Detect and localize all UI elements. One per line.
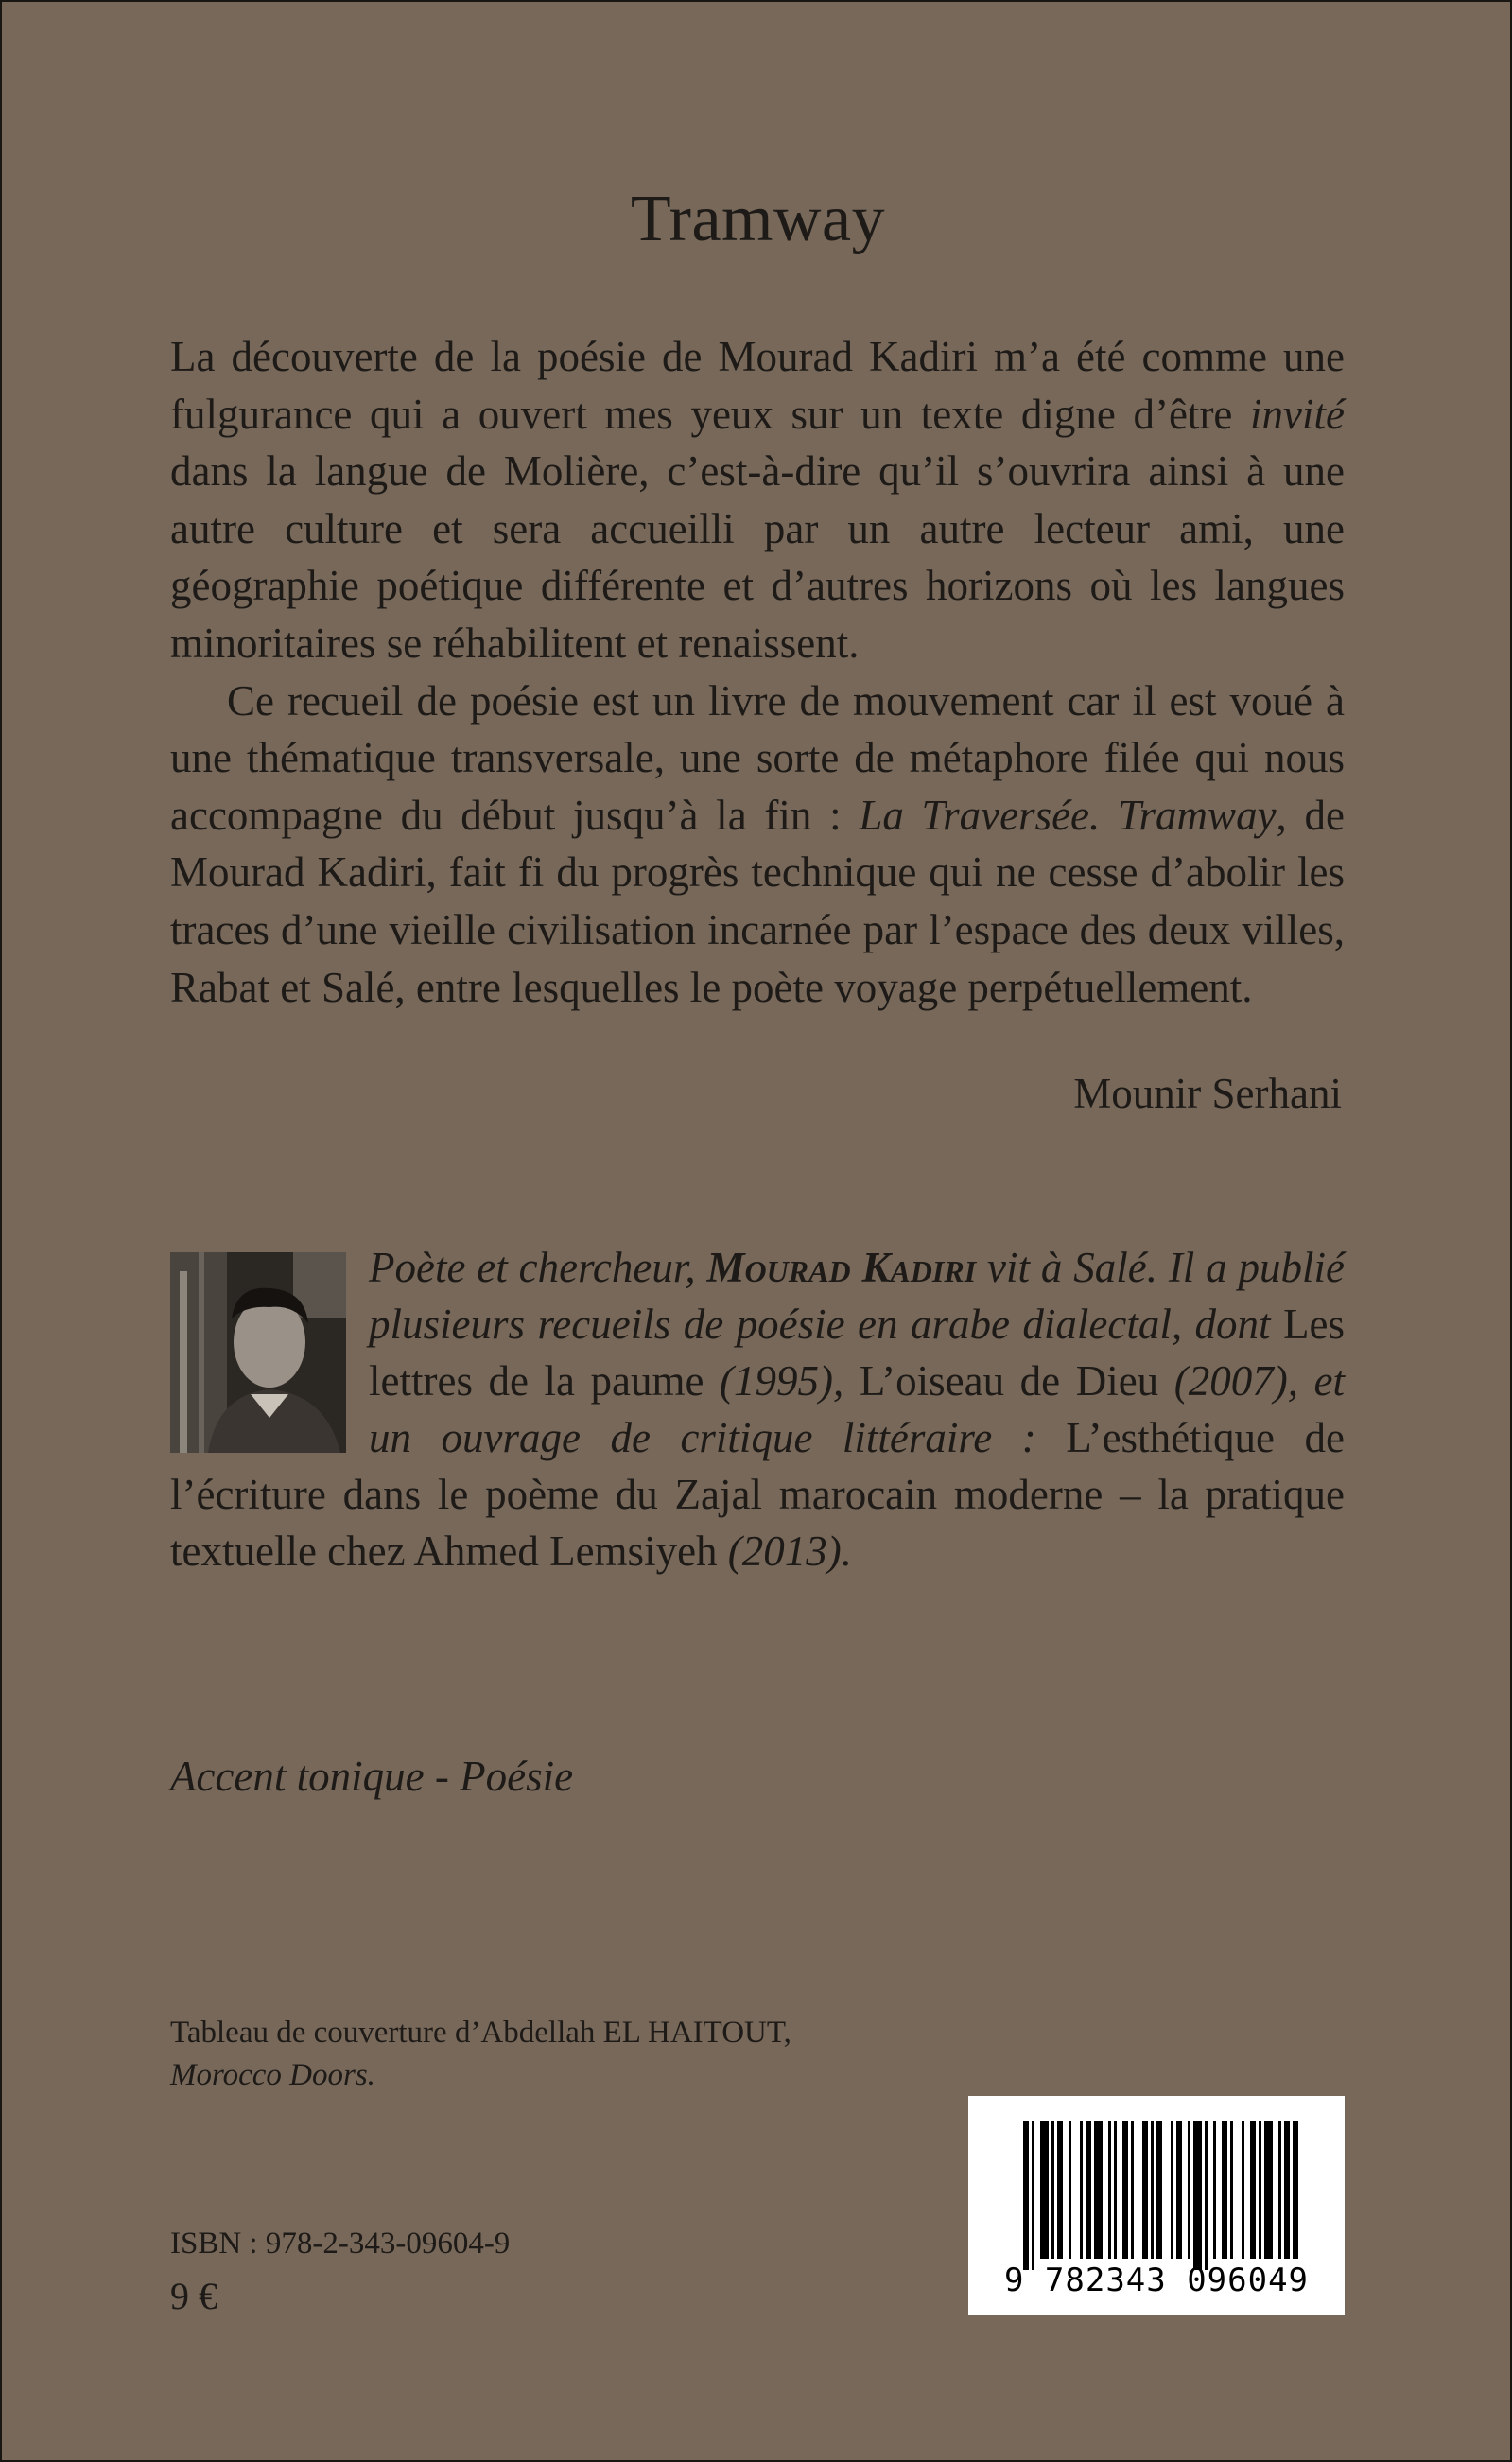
barcode-bar <box>1242 2121 1244 2259</box>
barcode-bar <box>1023 2121 1029 2270</box>
barcode-bar <box>1188 2121 1190 2259</box>
barcode-bar <box>1278 2121 1281 2259</box>
cover-credit-title: Morocco Doors. <box>170 2058 375 2092</box>
barcode <box>968 2096 1345 2315</box>
barcode-bar <box>1114 2121 1117 2259</box>
barcode-bar <box>1151 2121 1154 2259</box>
author-portrait-image <box>170 1252 346 1453</box>
barcode-bar <box>1293 2121 1298 2259</box>
barcode-bar <box>1230 2121 1233 2259</box>
price: 9 € <box>170 2275 217 2317</box>
blurb-emphasis: invité <box>1250 390 1345 438</box>
barcode-bar <box>1264 2121 1273 2259</box>
blurb-text: La découverte de la poésie de Mourad Kadiri m’a été comme une fulgurance qui a ouvert mes yeux sur un texte digne d’être <box>170 333 1345 438</box>
barcode-bar <box>1122 2121 1128 2259</box>
barcode-bar <box>1051 2121 1054 2259</box>
author-last-name: Kadiri <box>861 1244 977 1291</box>
bio-text: (2007), et un ouvrage de critique littéraire : <box>369 1357 1345 1461</box>
blurb-paragraph-2 <box>170 672 1345 1017</box>
isbn: ISBN : 978-2-343-09604-9 <box>170 2226 511 2261</box>
bio-book-title: L’oiseau de Dieu <box>859 1357 1159 1405</box>
barcode-bar <box>1131 2121 1134 2259</box>
barcode-bar <box>1142 2121 1148 2259</box>
barcode-bar <box>1205 2121 1208 2270</box>
barcode-bar <box>1259 2121 1261 2259</box>
blurb <box>170 328 1345 1016</box>
blurb-text: , de Mourad Kadiri, fait fi du progrès technique qui ne cesse d’abolir les traces d’une vieille civilisation incarnée par l’espace des deux villes, Rabat et Salé, entre lesquelles le poète voyage perpétuellement. <box>170 791 1345 1011</box>
blurb-emphasis: La Traversée. Tramway <box>859 791 1277 839</box>
barcode-bar <box>1069 2121 1071 2259</box>
barcode-bar <box>1156 2121 1162 2259</box>
author-name <box>707 1244 977 1291</box>
barcode-bar <box>1176 2121 1182 2259</box>
barcode-digits: 9 782343 096049 <box>1003 2261 1310 2299</box>
cover-credit-line: Tableau de couverture d’Abdellah EL HAITOUT, <box>170 2016 791 2050</box>
barcode-bar <box>1057 2121 1063 2259</box>
book-title: Tramway <box>630 183 886 255</box>
series-name: Accent tonique - Poésie <box>170 1753 574 1800</box>
barcode-bar <box>1193 2121 1202 2270</box>
blurb-signature: Mounir Serhani <box>1073 1070 1342 1117</box>
blurb-text: dans la langue de Molière, c’est-à-dire qu’il s’ouvrira ainsi à une autre culture et sera accueilli par un autre lecteur ami, une géographie poétique différente et d’autres horizons où les langues minoritaires se réhabilitent et renaissent. <box>170 447 1345 667</box>
barcode-bar <box>1086 2121 1091 2259</box>
barcode-bar <box>1094 2121 1103 2259</box>
bio-year: (2013). <box>717 1528 853 1575</box>
barcode-bar <box>1213 2121 1216 2259</box>
blurb-paragraph-1 <box>170 328 1345 672</box>
barcode-bar <box>1250 2121 1256 2259</box>
barcode-bar <box>1080 2121 1083 2259</box>
author-photo <box>170 1252 346 1453</box>
bio-book-title: L’esthétique de l’écriture dans le poème du Zajal marocain moderne – la pratique textuelle chez Ahmed Lemsiyeh <box>170 1414 1345 1575</box>
barcode-bar <box>1108 2121 1111 2259</box>
barcode-bar <box>1040 2121 1049 2259</box>
bio-book-title: Les lettres de la paume <box>369 1301 1345 1405</box>
bio-text: vit à Salé. Il a publié plusieurs recueils de poésie en arabe dialectal, dont <box>369 1244 1346 1348</box>
barcode-bar <box>1171 2121 1173 2259</box>
barcode-bar <box>1032 2121 1034 2270</box>
blurb-text: Ce recueil de poésie est un livre de mouvement car il est voué à une thématique transversale, une sorte de métaphore filée qui nous accompagne du début jusqu’à la fin : <box>170 676 1345 839</box>
barcode-bar <box>1284 2121 1290 2259</box>
barcode-bar <box>1222 2121 1227 2259</box>
author-first-name: Mourad <box>706 1244 862 1291</box>
cover-credit <box>170 2012 791 2097</box>
bio-text: Poète et chercheur, <box>369 1244 707 1291</box>
bio-year: (1995), <box>704 1357 860 1405</box>
author-bio <box>170 1239 1345 1580</box>
